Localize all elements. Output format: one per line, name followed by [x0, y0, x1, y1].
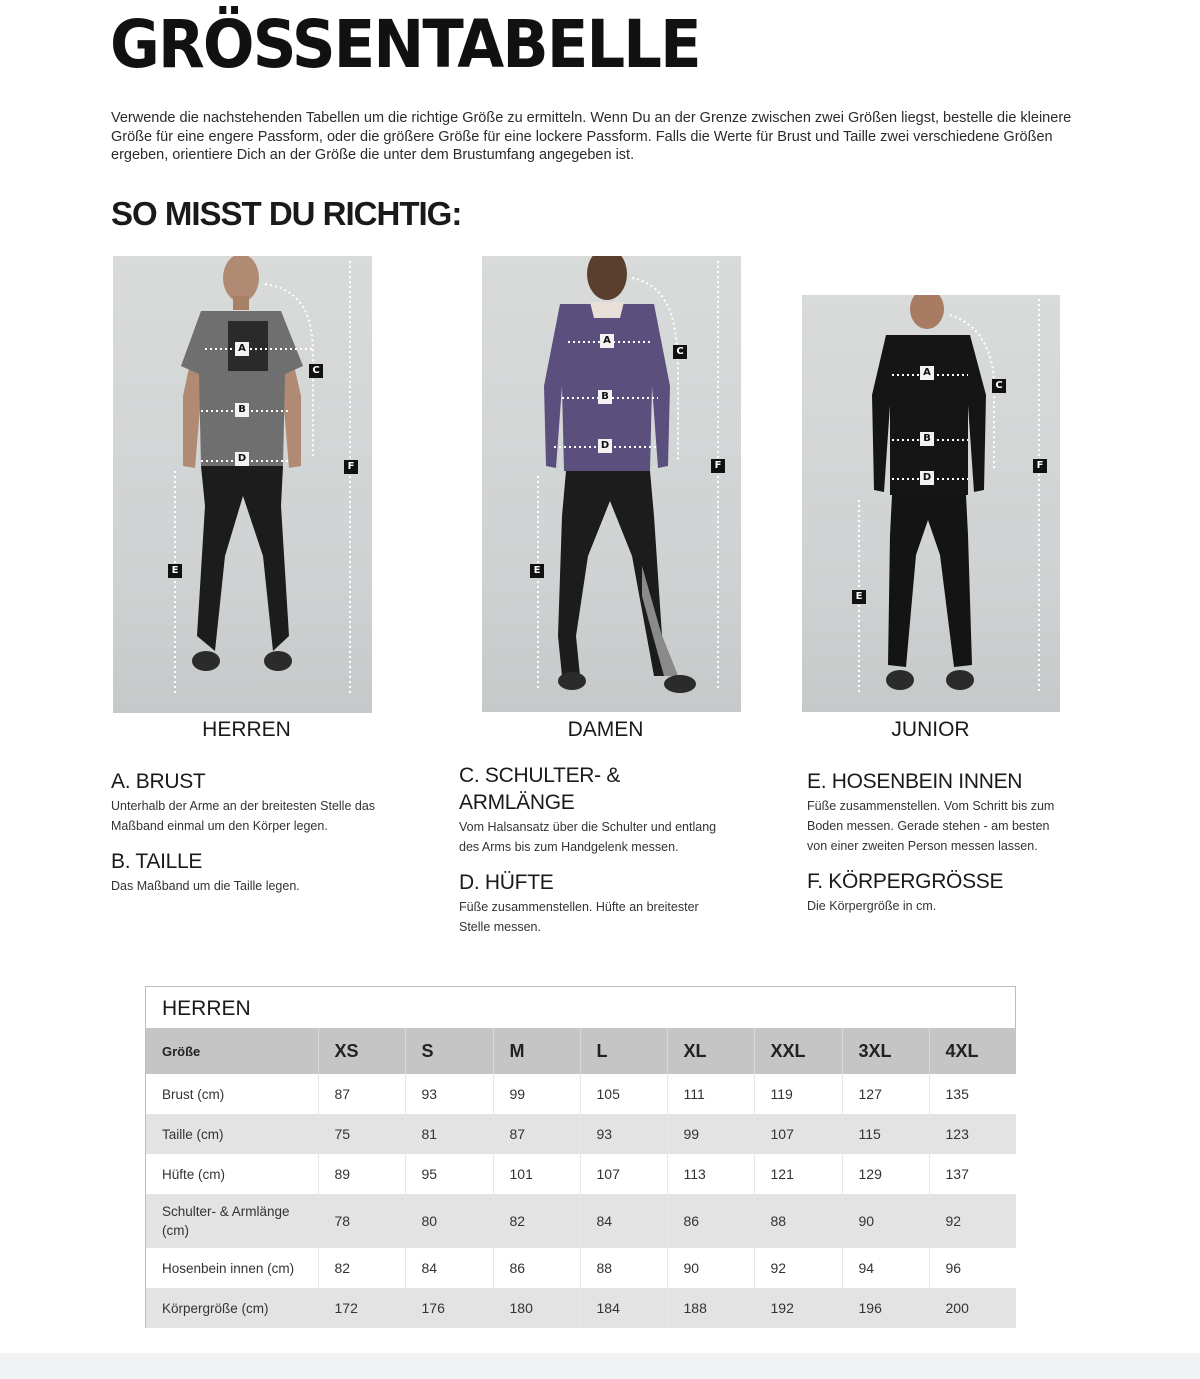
header-cell: XXL	[754, 1028, 842, 1074]
marker-c: C	[673, 345, 687, 359]
table-cell: 87	[318, 1074, 405, 1114]
row-label: Hüfte (cm)	[146, 1154, 318, 1194]
table-row	[146, 1114, 1016, 1154]
header-cell: L	[580, 1028, 667, 1074]
table-cell: 188	[667, 1288, 754, 1328]
table-cell: 196	[842, 1288, 929, 1328]
desc-koerpergroesse-title: F. KÖRPERGRÖSSE	[807, 870, 1004, 893]
marker-a: A	[235, 342, 249, 356]
intro-text: Verwende die nachstehenden Tabellen um die richtige Größe zu ermitteln. Wenn Du an der Grenze zwischen zwei Größen liegst, bestelle die kleinere Größe für eine engere Passform, oder die größere Größe für eine lockere Passform. Falls die Werte für Brust und Taille zwei verschiedene Größen ergeben, orientiere Dich an der Größe die unter dem Brustumfang angegeben ist.	[111, 110, 1072, 163]
desc-schulter	[459, 762, 729, 857]
desc-schulter-text: Vom Halsansatz über die Schulter und entlang des Arms bis zum Handgelenk messen.	[459, 820, 717, 854]
header-cell: Größe	[146, 1028, 318, 1074]
header-cell: XL	[667, 1028, 754, 1074]
table-cell: 101	[493, 1154, 580, 1194]
marker-b: B	[920, 432, 934, 446]
header-cell: M	[493, 1028, 580, 1074]
table-cell: 82	[493, 1194, 580, 1248]
table-cell: 184	[580, 1288, 667, 1328]
desc-brust-text: Unterhalb der Arme an der breitesten Stelle das Maßband einmal um den Körper legen.	[111, 799, 376, 833]
marker-f: F	[711, 459, 725, 473]
marker-e: E	[530, 564, 544, 578]
marker-f: F	[344, 460, 358, 474]
table-cell: 94	[842, 1248, 929, 1288]
table-cell: 180	[493, 1288, 580, 1328]
table-cell: 90	[667, 1248, 754, 1288]
table-row	[146, 1194, 1016, 1248]
table-cell: 107	[754, 1114, 842, 1154]
footer-band	[0, 1353, 1200, 1379]
table-cell: 89	[318, 1154, 405, 1194]
damen-caption: DAMEN	[567, 718, 644, 741]
table-cell: 121	[754, 1154, 842, 1194]
row-label: Taille (cm)	[146, 1114, 318, 1154]
table-cell: 129	[842, 1154, 929, 1194]
table-cell: 99	[493, 1074, 580, 1114]
header-cell: 4XL	[945, 1040, 979, 1061]
table-cell: 135	[945, 1086, 969, 1102]
marker-b: B	[598, 390, 612, 404]
table-row	[146, 1074, 1016, 1114]
desc-hosenbein	[807, 768, 1067, 856]
marker-a: A	[920, 366, 934, 380]
desc-huefte-text: Füße zusammenstellen. Hüfte an breitester Stelle messen.	[459, 900, 699, 934]
table-cell: 127	[842, 1074, 929, 1114]
desc-huefte	[459, 869, 729, 937]
table-cell: 192	[754, 1288, 842, 1328]
table-cell: 90	[842, 1194, 929, 1248]
row-label: Hosenbein innen (cm)	[146, 1248, 318, 1288]
table-cell: 88	[580, 1248, 667, 1288]
junior-measurement-photo	[802, 295, 1060, 712]
desc-brust	[111, 768, 381, 836]
table-row	[146, 1288, 1016, 1328]
marker-a: A	[600, 334, 614, 348]
desc-schulter-title: C. SCHULTER- & ARMLÄNGE	[459, 764, 621, 814]
table-cell: 75	[318, 1114, 405, 1154]
desc-koerpergroesse-text: Die Körpergröße in cm.	[807, 899, 937, 913]
desc-koerpergroesse	[807, 868, 1067, 916]
table-cell: 123	[945, 1126, 969, 1142]
table-row	[146, 1248, 1016, 1288]
table-cell: 87	[493, 1114, 580, 1154]
marker-f: F	[1033, 459, 1047, 473]
table-cell: 92	[754, 1248, 842, 1288]
table-cell: 86	[667, 1194, 754, 1248]
marker-d: D	[235, 452, 249, 466]
table-cell: 119	[754, 1074, 842, 1114]
size-grid	[146, 1028, 1016, 1328]
measure-section-title: SO MISST DU RICHTIG:	[111, 195, 462, 232]
table-cell: 82	[318, 1248, 405, 1288]
table-cell: 111	[667, 1074, 754, 1114]
damen-measurement-photo	[482, 256, 741, 712]
desc-taille-text: Das Maßband um die Taille legen.	[111, 879, 300, 893]
herren-measurement-photo	[113, 256, 372, 713]
table-cell: 93	[405, 1074, 493, 1114]
header-cell: S	[405, 1028, 493, 1074]
table-cell: 96	[945, 1260, 962, 1276]
desc-taille-title: B. TAILLE	[111, 850, 203, 873]
row-label: Brust (cm)	[146, 1074, 318, 1114]
table-header-row	[146, 1028, 1016, 1074]
table-cell: 113	[667, 1154, 754, 1194]
table-cell: 92	[945, 1213, 962, 1229]
herren-caption: HERREN	[202, 718, 291, 741]
table-cell: 107	[580, 1154, 667, 1194]
marker-e: E	[852, 590, 866, 604]
table-cell: 137	[945, 1166, 969, 1182]
table-row	[146, 1154, 1016, 1194]
table-cell: 99	[667, 1114, 754, 1154]
desc-taille	[111, 848, 381, 896]
junior-caption: JUNIOR	[891, 718, 970, 741]
marker-e: E	[168, 564, 182, 578]
marker-d: D	[920, 471, 934, 485]
header-cell: 3XL	[842, 1028, 929, 1074]
table-cell: 84	[405, 1248, 493, 1288]
table-cell: 86	[493, 1248, 580, 1288]
table-cell: 93	[580, 1114, 667, 1154]
table-cell: 95	[405, 1154, 493, 1194]
marker-d: D	[598, 439, 612, 453]
table-cell: 200	[945, 1300, 969, 1316]
row-label: Körpergröße (cm)	[146, 1288, 318, 1328]
header-cell: XS	[318, 1028, 405, 1074]
table-cell: 78	[318, 1194, 405, 1248]
table-cell: 88	[754, 1194, 842, 1248]
table-cell: 115	[842, 1114, 929, 1154]
table-cell: 81	[405, 1114, 493, 1154]
table-cell: 176	[405, 1288, 493, 1328]
desc-hosenbein-title: E. HOSENBEIN INNEN	[807, 770, 1023, 793]
table-caption: HERREN	[162, 997, 251, 1020]
marker-c: C	[309, 364, 323, 378]
table-cell: 84	[580, 1194, 667, 1248]
table-cell: 80	[405, 1194, 493, 1248]
table-cell: 105	[580, 1074, 667, 1114]
size-table	[145, 986, 1016, 1328]
marker-c: C	[992, 379, 1006, 393]
desc-hosenbein-text: Füße zusammenstellen. Vom Schritt bis zum Boden messen. Gerade stehen - am besten von einer zweiten Person messen lassen.	[807, 799, 1055, 853]
desc-huefte-title: D. HÜFTE	[459, 871, 554, 894]
marker-b: B	[235, 403, 249, 417]
row-label: Schulter- & Armlänge (cm)	[146, 1194, 318, 1248]
page-title: GRÖSSENTABELLE	[110, 6, 700, 83]
table-cell: 172	[318, 1288, 405, 1328]
desc-brust-title: A. BRUST	[111, 770, 206, 793]
